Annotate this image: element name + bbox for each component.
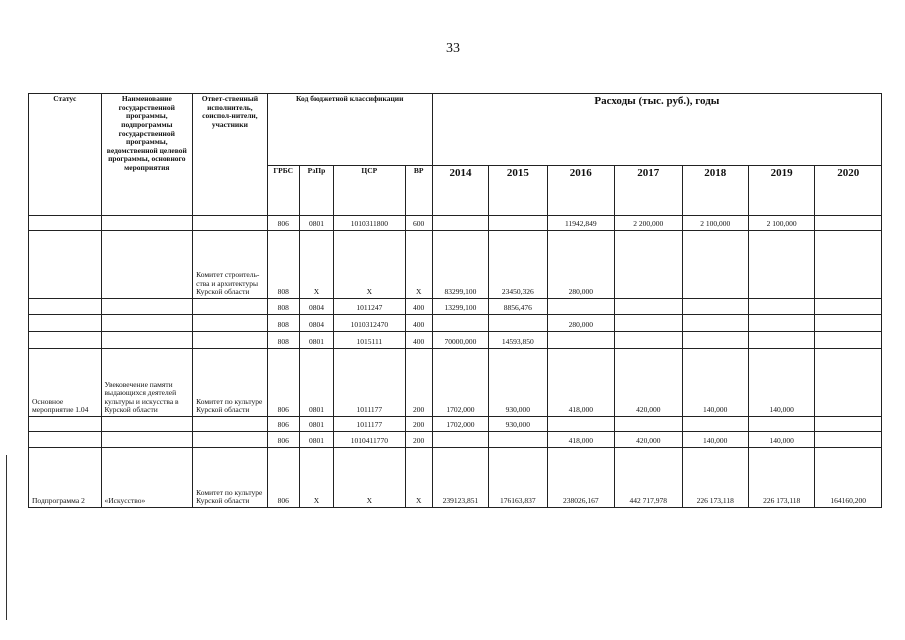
cell-rzpr: Х bbox=[299, 231, 333, 299]
cell-name bbox=[101, 216, 193, 231]
cell-2020: 164160,200 bbox=[815, 448, 882, 508]
cell-2017 bbox=[615, 231, 682, 299]
cell-vr: 200 bbox=[405, 417, 432, 432]
header-row-1 bbox=[29, 94, 882, 166]
cell-2015: 23450,326 bbox=[489, 231, 547, 299]
cell-grbs: 806 bbox=[267, 417, 299, 432]
cell-csr: 1011177 bbox=[334, 349, 405, 417]
cell-executor: Комитет по культуре Курской области bbox=[193, 448, 268, 508]
cell-vr: 400 bbox=[405, 315, 432, 332]
cell-2016: 418,000 bbox=[547, 349, 614, 417]
header-rzpr: РзПр bbox=[299, 166, 333, 216]
cell-2014 bbox=[432, 432, 488, 448]
table-row bbox=[29, 448, 882, 508]
cell-2019: 2 100,000 bbox=[748, 216, 814, 231]
cell-grbs: 808 bbox=[267, 315, 299, 332]
cell-vr: Х bbox=[405, 448, 432, 508]
cell-name bbox=[101, 315, 193, 332]
cell-2015: 8856,476 bbox=[489, 299, 547, 315]
cell-2016: 11942,849 bbox=[547, 216, 614, 231]
cell-2017 bbox=[615, 315, 682, 332]
cell-2015 bbox=[489, 432, 547, 448]
table-row bbox=[29, 216, 882, 231]
cell-2017: 2 200,000 bbox=[615, 216, 682, 231]
cell-2014: 1702,000 bbox=[432, 349, 488, 417]
cell-rzpr: 0804 bbox=[299, 299, 333, 315]
page-number: 33 bbox=[446, 41, 460, 56]
header-csr: ЦСР bbox=[334, 166, 405, 216]
cell-executor bbox=[193, 216, 268, 231]
cell-2018 bbox=[682, 315, 748, 332]
cell-vr: 400 bbox=[405, 332, 432, 349]
cell-2017 bbox=[615, 299, 682, 315]
header-year-2016: 2016 bbox=[547, 166, 614, 216]
cell-status bbox=[29, 417, 102, 432]
cell-name: Увековечение памяти выдающихся деятелей культуры и искусства в Курской области bbox=[101, 349, 193, 417]
cell-2017 bbox=[615, 417, 682, 432]
cell-grbs: 808 bbox=[267, 332, 299, 349]
cell-2015: 176163,837 bbox=[489, 448, 547, 508]
cell-2018: 140,000 bbox=[682, 432, 748, 448]
cell-csr: 1015111 bbox=[334, 332, 405, 349]
cell-2015 bbox=[489, 216, 547, 231]
cell-2014: 1702,000 bbox=[432, 417, 488, 432]
cell-2019: 140,000 bbox=[748, 432, 814, 448]
cell-2017: 420,000 bbox=[615, 349, 682, 417]
cell-2019 bbox=[748, 417, 814, 432]
cell-executor bbox=[193, 332, 268, 349]
cell-name bbox=[101, 332, 193, 349]
cell-executor: Комитет по культуре Курской области bbox=[193, 349, 268, 417]
table-row bbox=[29, 432, 882, 448]
cell-2017: 442 717,978 bbox=[615, 448, 682, 508]
cell-executor bbox=[193, 299, 268, 315]
cell-grbs: 806 bbox=[267, 349, 299, 417]
cell-name bbox=[101, 299, 193, 315]
cell-rzpr: 0801 bbox=[299, 417, 333, 432]
cell-2020 bbox=[815, 417, 882, 432]
cell-2020 bbox=[815, 432, 882, 448]
header-year-2015: 2015 bbox=[489, 166, 547, 216]
header-budget-code: Код бюджетной классификации bbox=[267, 94, 432, 166]
cell-2014: 13299,100 bbox=[432, 299, 488, 315]
cell-grbs: 806 bbox=[267, 448, 299, 508]
cell-2014: 83299,100 bbox=[432, 231, 488, 299]
cell-grbs: 806 bbox=[267, 216, 299, 231]
header-expenses: Расходы (тыс. руб.), годы bbox=[432, 94, 881, 166]
cell-rzpr: 0801 bbox=[299, 216, 333, 231]
cell-csr: Х bbox=[334, 231, 405, 299]
cell-name bbox=[101, 432, 193, 448]
cell-2015: 14593,850 bbox=[489, 332, 547, 349]
cell-executor bbox=[193, 315, 268, 332]
cell-executor bbox=[193, 432, 268, 448]
cell-status bbox=[29, 231, 102, 299]
header-year-2020: 2020 bbox=[815, 166, 882, 216]
cell-2014 bbox=[432, 216, 488, 231]
cell-2018: 140,000 bbox=[682, 349, 748, 417]
cell-csr: 1011247 bbox=[334, 299, 405, 315]
cell-2019 bbox=[748, 315, 814, 332]
cell-2016: 418,000 bbox=[547, 432, 614, 448]
cell-csr: 1010312470 bbox=[334, 315, 405, 332]
cell-grbs: 808 bbox=[267, 299, 299, 315]
cell-2020 bbox=[815, 349, 882, 417]
table-row bbox=[29, 299, 882, 315]
cell-2018: 226 173,118 bbox=[682, 448, 748, 508]
header-executor: Ответ-ственный исполнитель, соиспол-нители, участники bbox=[193, 94, 268, 216]
table-row bbox=[29, 315, 882, 332]
cell-csr: Х bbox=[334, 448, 405, 508]
header-year-2019: 2019 bbox=[748, 166, 814, 216]
cell-2016: 280,000 bbox=[547, 315, 614, 332]
cell-2016 bbox=[547, 299, 614, 315]
cell-status: Основное мероприятие 1.04 bbox=[29, 349, 102, 417]
cell-2019: 140,000 bbox=[748, 349, 814, 417]
cell-name bbox=[101, 231, 193, 299]
cell-2018 bbox=[682, 231, 748, 299]
cell-2014 bbox=[432, 315, 488, 332]
cell-2015 bbox=[489, 315, 547, 332]
cell-2019: 226 173,118 bbox=[748, 448, 814, 508]
cell-vr: Х bbox=[405, 231, 432, 299]
cell-status bbox=[29, 216, 102, 231]
cell-csr: 1011177 bbox=[334, 417, 405, 432]
cell-vr: 400 bbox=[405, 299, 432, 315]
cell-2019 bbox=[748, 299, 814, 315]
cell-status: Подпрограмма 2 bbox=[29, 448, 102, 508]
cell-2019 bbox=[748, 332, 814, 349]
cell-rzpr: 0801 bbox=[299, 332, 333, 349]
cell-2016: 280,000 bbox=[547, 231, 614, 299]
table-row bbox=[29, 231, 882, 299]
header-vr: ВР bbox=[405, 166, 432, 216]
margin-rule bbox=[6, 455, 7, 620]
cell-rzpr: 0801 bbox=[299, 432, 333, 448]
cell-status bbox=[29, 315, 102, 332]
cell-vr: 200 bbox=[405, 349, 432, 417]
cell-rzpr: 0804 bbox=[299, 315, 333, 332]
cell-2020 bbox=[815, 332, 882, 349]
header-name: Наименование государственной программы, подпрограммы государственной программы, ведомственной целевой программы, основного мероприятия bbox=[101, 94, 193, 216]
header-year-2014: 2014 bbox=[432, 166, 488, 216]
cell-executor bbox=[193, 417, 268, 432]
cell-status bbox=[29, 332, 102, 349]
cell-2020 bbox=[815, 216, 882, 231]
cell-2020 bbox=[815, 299, 882, 315]
table-row bbox=[29, 417, 882, 432]
cell-grbs: 806 bbox=[267, 432, 299, 448]
cell-2016: 238026,167 bbox=[547, 448, 614, 508]
table-row bbox=[29, 332, 882, 349]
cell-2014: 239123,851 bbox=[432, 448, 488, 508]
budget-table bbox=[28, 93, 882, 508]
cell-2014: 70000,000 bbox=[432, 332, 488, 349]
cell-vr: 600 bbox=[405, 216, 432, 231]
header-year-2018: 2018 bbox=[682, 166, 748, 216]
cell-name bbox=[101, 417, 193, 432]
header-status: Статус bbox=[29, 94, 102, 216]
cell-grbs: 808 bbox=[267, 231, 299, 299]
cell-2015: 930,000 bbox=[489, 349, 547, 417]
cell-2018 bbox=[682, 417, 748, 432]
cell-2016 bbox=[547, 332, 614, 349]
cell-2020 bbox=[815, 315, 882, 332]
cell-2018 bbox=[682, 299, 748, 315]
cell-status bbox=[29, 432, 102, 448]
table-row bbox=[29, 349, 882, 417]
cell-2017: 420,000 bbox=[615, 432, 682, 448]
header-year-2017: 2017 bbox=[615, 166, 682, 216]
cell-2018: 2 100,000 bbox=[682, 216, 748, 231]
cell-2018 bbox=[682, 332, 748, 349]
cell-name: «Искусство» bbox=[101, 448, 193, 508]
cell-csr: 1010411770 bbox=[334, 432, 405, 448]
cell-rzpr: Х bbox=[299, 448, 333, 508]
cell-csr: 1010311800 bbox=[334, 216, 405, 231]
cell-rzpr: 0801 bbox=[299, 349, 333, 417]
header-grbs: ГРБС bbox=[267, 166, 299, 216]
cell-2016 bbox=[547, 417, 614, 432]
cell-executor: Комитет строитель-ства и архитектуры Курской области bbox=[193, 231, 268, 299]
cell-2017 bbox=[615, 332, 682, 349]
cell-vr: 200 bbox=[405, 432, 432, 448]
cell-2015: 930,000 bbox=[489, 417, 547, 432]
cell-2019 bbox=[748, 231, 814, 299]
cell-2020 bbox=[815, 231, 882, 299]
cell-status bbox=[29, 299, 102, 315]
